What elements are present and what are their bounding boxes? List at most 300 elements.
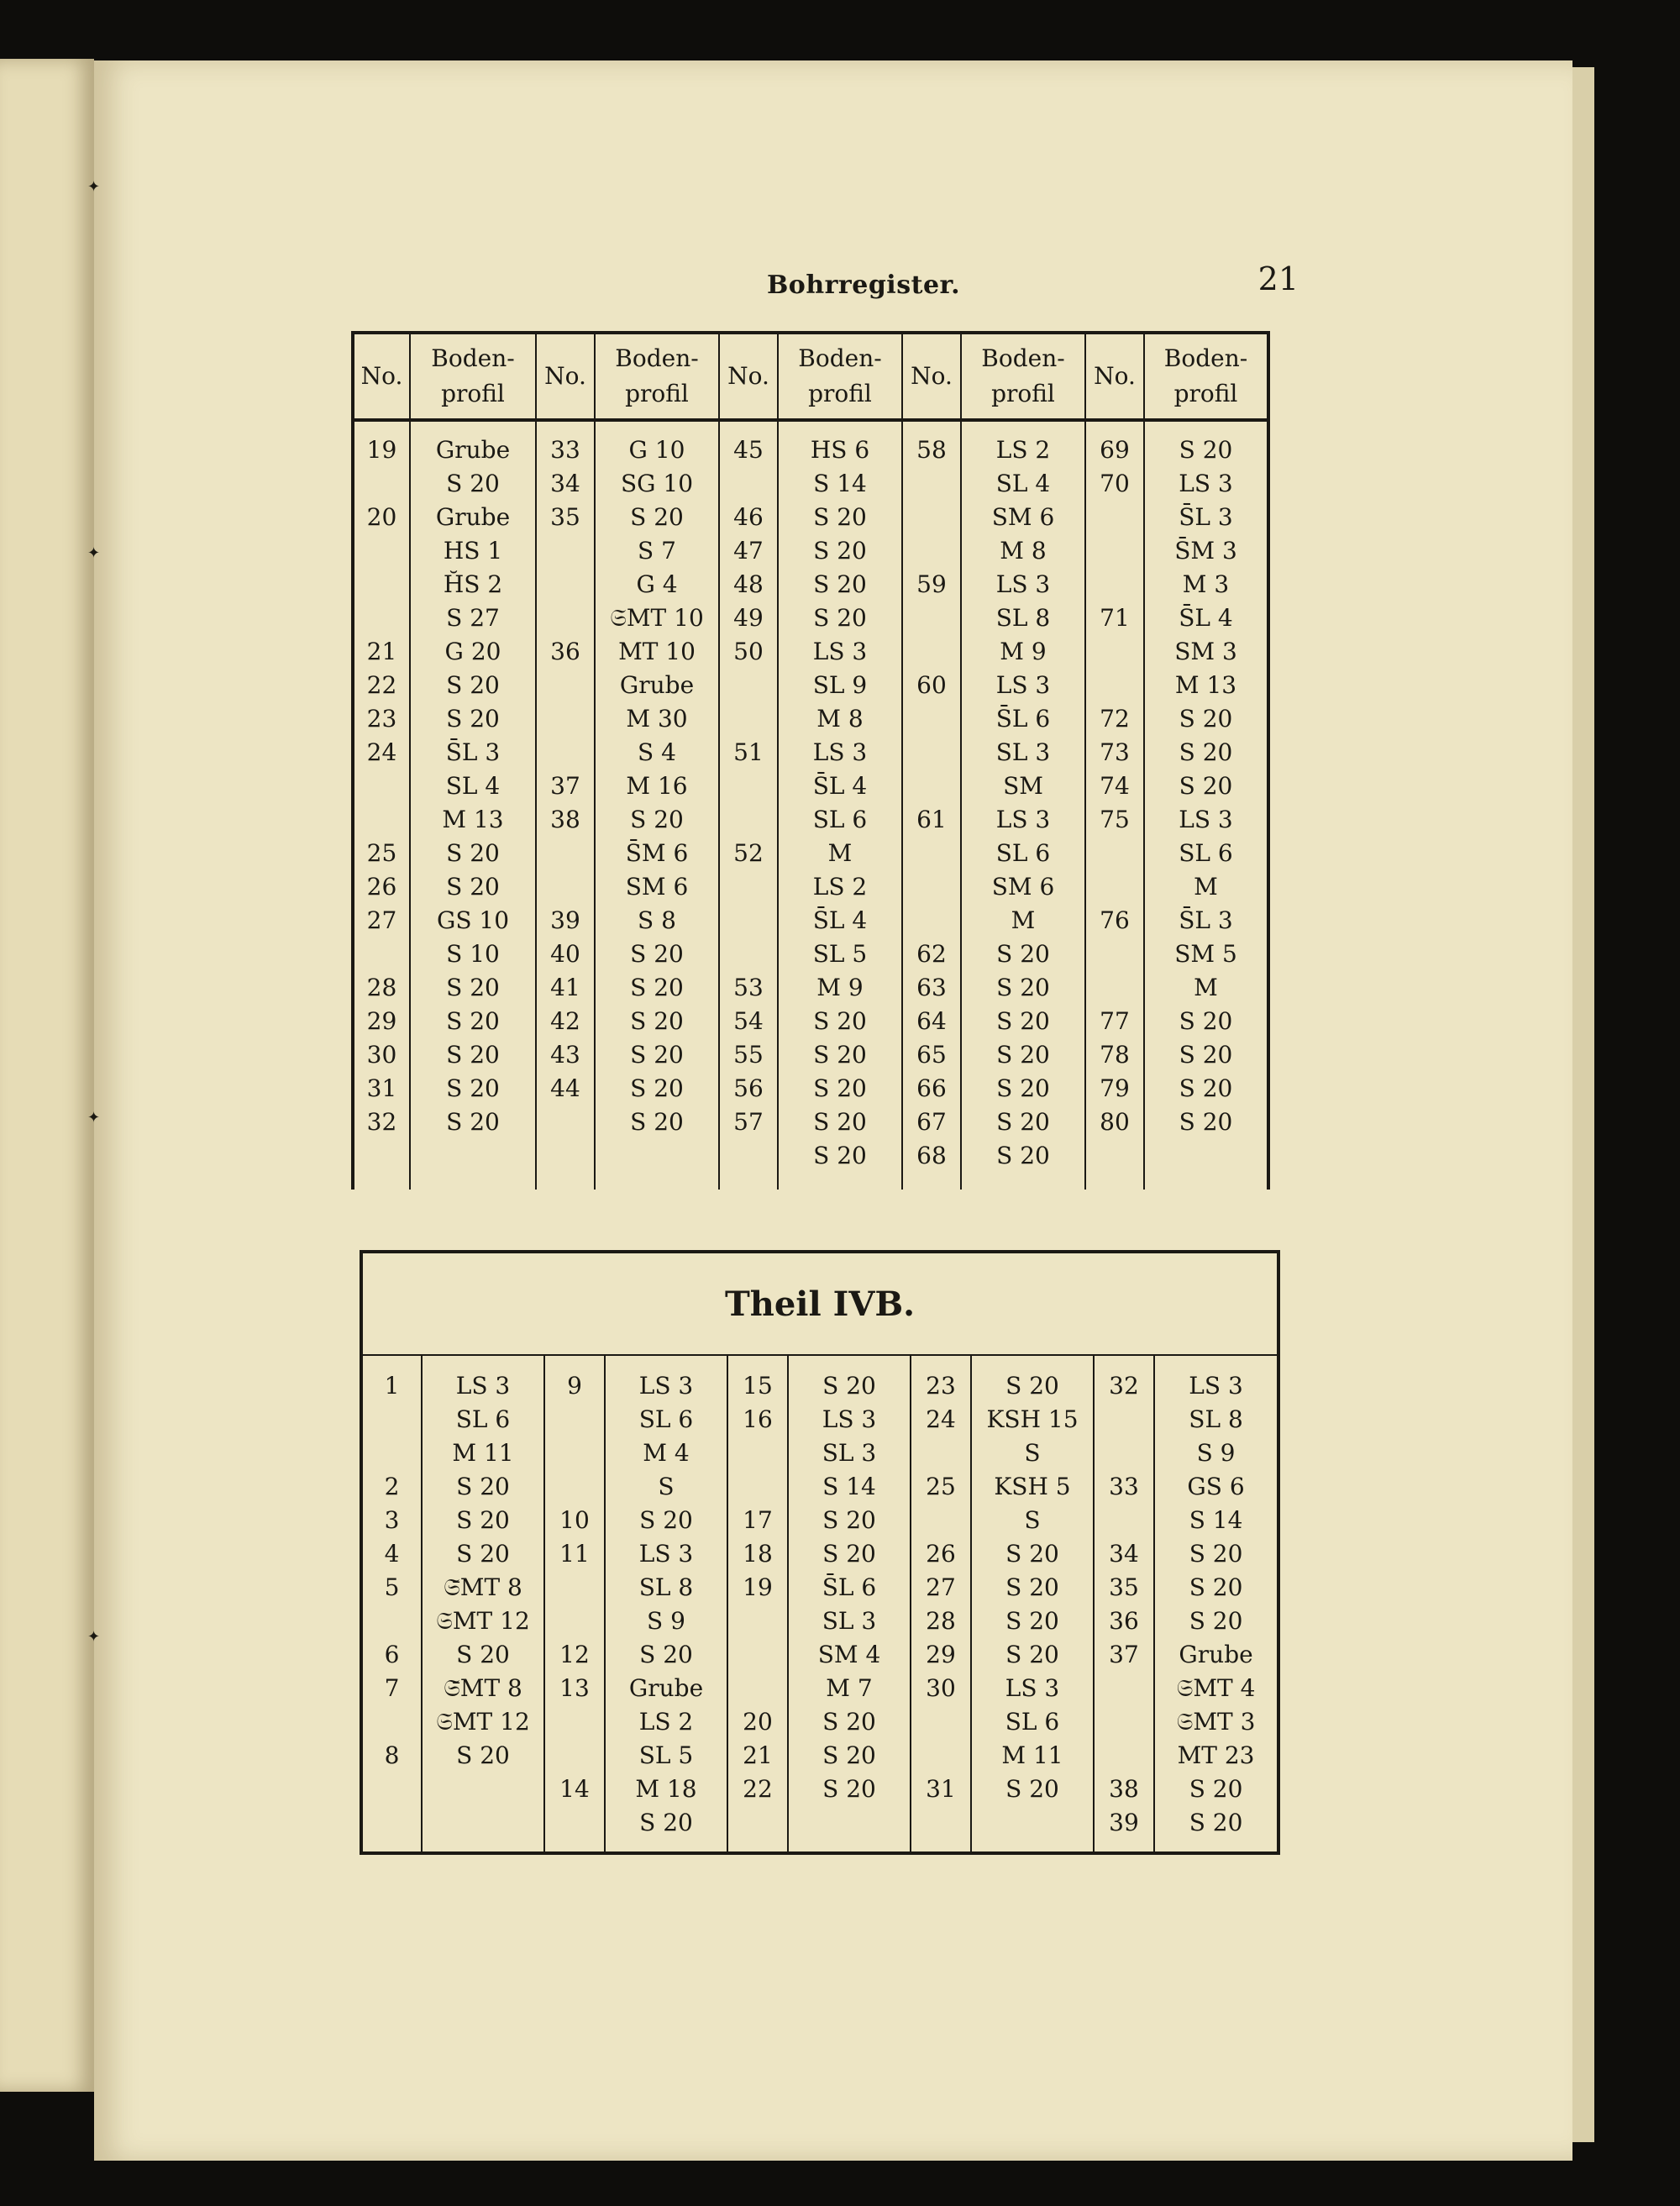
soil-profile-entry: S 4 [638, 738, 676, 766]
soil-profile-entry: S 20 [996, 1007, 1050, 1035]
soil-profile-entry: LS 3 [812, 638, 868, 665]
borehole-number: 64 [916, 1007, 947, 1035]
borehole-number: 20 [366, 503, 397, 531]
soil-profile-entry: S 20 [813, 570, 867, 598]
borehole-number [1095, 1672, 1153, 1705]
borehole-number: 51 [733, 738, 764, 766]
soil-profile-entry: S̄L 4 [812, 772, 868, 800]
soil-profile-entry: M 11 [1001, 1741, 1063, 1769]
soil-profile-entry: S 20 [822, 1540, 876, 1568]
borehole-number [720, 702, 777, 736]
borehole-number: 54 [733, 1007, 764, 1035]
soil-profile-entry: LS 3 [1005, 1674, 1060, 1702]
soil-profile-entry: S̄L 6 [822, 1573, 877, 1601]
soil-profile-entry: SL 3 [822, 1439, 877, 1467]
borehole-number: 19 [743, 1573, 773, 1601]
soil-profile-column [971, 1355, 1094, 1853]
borehole-number-column [353, 420, 410, 1190]
soil-profile-entry: S̄L 3 [1179, 906, 1233, 934]
borehole-number [1095, 1403, 1153, 1437]
soil-profile-entry: LS 3 [638, 1372, 694, 1400]
soil-profile-entry: S 20 [1179, 1007, 1233, 1035]
borehole-number [363, 1605, 421, 1638]
soil-profile-entry: S 20 [813, 1041, 867, 1069]
soil-profile-entry: S 20 [996, 1142, 1050, 1169]
number-list [903, 433, 960, 1173]
profile-list [596, 433, 718, 1139]
soil-profile-entry: M 7 [826, 1674, 873, 1702]
soil-profile-entry: S 20 [446, 873, 500, 901]
soil-profile-entry: S 20 [446, 1108, 500, 1136]
number-list [545, 1369, 604, 1806]
soil-profile-column [422, 1355, 544, 1853]
borehole-number-column [911, 1355, 971, 1853]
soil-profile-entry: S 20 [1005, 1775, 1059, 1803]
borehole-number [720, 938, 777, 971]
soil-profile-entry: S 20 [1189, 1809, 1243, 1836]
borehole-number: 79 [1100, 1074, 1130, 1102]
borehole-number: 42 [550, 1007, 580, 1035]
soil-profile-entry: SL 3 [995, 738, 1051, 766]
borehole-number [1086, 870, 1143, 904]
borehole-number [720, 904, 777, 938]
soil-profile-entry: S 20 [630, 974, 684, 1001]
soil-profile-entry: S 20 [1189, 1540, 1243, 1568]
soil-profile-entry: 𝔖MT 12 [436, 1607, 530, 1635]
soil-profile-entry: S̄L 6 [995, 705, 1051, 733]
borehole-number [903, 736, 960, 769]
soil-profile-entry: S̄L 3 [1179, 503, 1233, 531]
borehole-number: 1 [384, 1372, 400, 1400]
soil-profile-entry: S 20 [446, 974, 500, 1001]
borehole-number: 24 [366, 738, 397, 766]
page-block-edge [1572, 67, 1594, 2142]
borehole-number: 22 [366, 671, 397, 699]
soil-profile-column [1144, 420, 1268, 1190]
borehole-number: 8 [384, 1741, 400, 1769]
soil-profile-column [410, 420, 536, 1190]
borehole-number [1086, 669, 1143, 702]
soil-profile-entry: S 27 [446, 604, 500, 632]
soil-profile-entry: SL 8 [995, 604, 1051, 632]
soil-profile-entry: H̆S 2 [443, 570, 503, 598]
soil-profile-entry: SL 6 [1179, 839, 1233, 867]
soil-profile-entry: S 20 [1189, 1573, 1243, 1601]
soil-profile-column [778, 420, 902, 1190]
borehole-number [537, 568, 594, 601]
borehole-number-column [536, 420, 595, 1190]
binding-stitch-mark: ✦ [87, 178, 101, 196]
soil-profile-column [788, 1355, 911, 1853]
borehole-number: 13 [559, 1674, 590, 1702]
soil-profile-entry: S 20 [996, 1108, 1050, 1136]
borehole-number [363, 1705, 421, 1739]
borehole-number: 21 [366, 638, 397, 665]
upper-data-row [353, 420, 1268, 1190]
page-number: 21 [1257, 260, 1299, 297]
borehole-number: 10 [559, 1506, 590, 1534]
borehole-number: 29 [926, 1641, 956, 1668]
column-header-no: No. [719, 333, 778, 420]
soil-profile-entry: SL 6 [1005, 1708, 1060, 1736]
soil-profile-entry: SL 5 [638, 1741, 694, 1769]
soil-profile-entry: S 14 [822, 1473, 876, 1500]
borehole-number: 72 [1100, 705, 1130, 733]
soil-profile-entry: S 20 [456, 1641, 510, 1668]
soil-profile-entry: S 20 [1179, 436, 1233, 464]
borehole-number: 69 [1100, 436, 1130, 464]
borehole-number: 5 [384, 1573, 400, 1601]
binding-stitch-mark: ✦ [87, 1109, 101, 1127]
borehole-number [911, 1504, 970, 1537]
borehole-number-column [544, 1355, 605, 1853]
soil-profile-entry: S 20 [446, 671, 500, 699]
soil-profile-entry: HS 1 [443, 537, 503, 565]
soil-profile-entry: 𝔖MT 10 [610, 604, 704, 632]
soil-profile-entry: G 10 [628, 436, 685, 464]
borehole-number: 80 [1100, 1108, 1130, 1136]
borehole-number [903, 601, 960, 635]
borehole-number [354, 601, 409, 635]
table-header-row [353, 333, 1268, 420]
borehole-number: 76 [1100, 906, 1130, 934]
soil-profile-entry: LS 3 [995, 570, 1051, 598]
soil-profile-entry: S 20 [1005, 1372, 1059, 1400]
borehole-number: 2 [384, 1473, 400, 1500]
borehole-number: 78 [1100, 1041, 1130, 1069]
soil-profile-entry: 𝔖̄MT 8 [444, 1674, 522, 1702]
borehole-number [1086, 837, 1143, 870]
borehole-number: 6 [384, 1641, 400, 1668]
borehole-number [1086, 635, 1143, 669]
soil-profile-entry: LS 2 [995, 436, 1051, 464]
soil-profile-entry: S 20 [1179, 1041, 1233, 1069]
borehole-number [728, 1437, 787, 1470]
borehole-number: 33 [1109, 1473, 1139, 1500]
borehole-number [720, 769, 777, 803]
soil-profile-entry: S 20 [639, 1641, 693, 1668]
soil-profile-entry: S [658, 1473, 675, 1500]
borehole-number [545, 1605, 604, 1638]
soil-profile-entry: S 20 [996, 1074, 1050, 1102]
borehole-number: 28 [926, 1607, 956, 1635]
borehole-number: 62 [916, 940, 947, 968]
borehole-number [354, 938, 409, 971]
borehole-number: 65 [916, 1041, 947, 1069]
binding-stitch-mark: ✦ [87, 544, 101, 562]
number-list [720, 433, 777, 1139]
borehole-number [354, 769, 409, 803]
soil-profile-entry: SL 8 [638, 1573, 694, 1601]
borehole-number: 63 [916, 974, 947, 1001]
soil-profile-column [605, 1355, 727, 1853]
soil-profile-entry: 𝔖MT 4 [1176, 1674, 1256, 1702]
soil-profile-entry: S 20 [456, 1473, 510, 1500]
borehole-number: 70 [1100, 470, 1130, 497]
soil-profile-entry: GS 6 [1187, 1473, 1245, 1500]
column-header-no: No. [1085, 333, 1144, 420]
soil-profile-column [961, 420, 1085, 1190]
borehole-number-column [727, 1355, 788, 1853]
soil-profile-entry: S 14 [813, 470, 867, 497]
column-header-bodenprofil: Boden- profil [1144, 333, 1268, 420]
borehole-number [903, 870, 960, 904]
borehole-number [728, 1672, 787, 1705]
soil-profile-entry: LS 3 [638, 1540, 694, 1568]
soil-profile-entry: M 3 [1182, 570, 1230, 598]
profile-list [962, 433, 1084, 1173]
borehole-number [1086, 568, 1143, 601]
borehole-number: 35 [1109, 1573, 1139, 1601]
soil-profile-entry: S 20 [1179, 738, 1233, 766]
soil-profile-entry: LS 3 [822, 1405, 877, 1433]
borehole-number [545, 1571, 604, 1605]
soil-profile-entry: HS 6 [810, 436, 870, 464]
borehole-number: 4 [384, 1540, 400, 1568]
soil-profile-entry: S 20 [996, 974, 1050, 1001]
borehole-number: 60 [916, 671, 947, 699]
soil-profile-entry: S 20 [446, 705, 500, 733]
borehole-number: 22 [743, 1775, 773, 1803]
soil-profile-entry: SM 3 [1174, 638, 1237, 665]
borehole-number: 30 [926, 1674, 956, 1702]
borehole-number [1095, 1705, 1153, 1739]
number-list [1086, 433, 1143, 1139]
borehole-number: 20 [743, 1708, 773, 1736]
borehole-number: 36 [1109, 1607, 1139, 1635]
soil-profile-entry: S 20 [446, 1074, 500, 1102]
borehole-number [545, 1705, 604, 1739]
soil-profile-entry: S 20 [822, 1708, 876, 1736]
borehole-number: 24 [926, 1405, 956, 1433]
soil-profile-entry: Grube [435, 503, 511, 531]
borehole-number: 57 [733, 1108, 764, 1136]
borehole-number [354, 534, 409, 568]
soil-profile-entry: S 10 [446, 940, 500, 968]
borehole-number [720, 669, 777, 702]
borehole-number: 47 [733, 537, 764, 565]
borehole-number [537, 534, 594, 568]
soil-profile-entry: S 20 [813, 1007, 867, 1035]
soil-profile-entry: Grube [1179, 1641, 1253, 1668]
borehole-number: 67 [916, 1108, 947, 1136]
borehole-number: 48 [733, 570, 764, 598]
number-list [363, 1369, 421, 1773]
borehole-number [1095, 1504, 1153, 1537]
borehole-number [911, 1437, 970, 1470]
borehole-number: 34 [1109, 1540, 1139, 1568]
soil-profile-entry: S 20 [813, 604, 867, 632]
soil-profile-entry: S 20 [822, 1741, 876, 1769]
borehole-number [363, 1403, 421, 1437]
soil-profile-entry: SL 9 [812, 671, 868, 699]
binding-stitch-mark: ✦ [87, 1628, 101, 1646]
borehole-number-column [1094, 1355, 1154, 1853]
borehole-number: 3 [384, 1506, 400, 1534]
soil-profile-entry: M 4 [643, 1439, 690, 1467]
column-header-bodenprofil: Boden- profil [595, 333, 719, 420]
soil-profile-entry: LS 3 [1179, 806, 1233, 833]
borehole-number [720, 870, 777, 904]
soil-profile-entry: SL 8 [1189, 1405, 1243, 1433]
borehole-number [545, 1437, 604, 1470]
borehole-number: 37 [1109, 1641, 1139, 1668]
profile-list [606, 1369, 727, 1840]
borehole-number: 31 [926, 1775, 956, 1803]
borehole-number-column [719, 420, 778, 1190]
column-header-bodenprofil: Boden- profil [961, 333, 1085, 420]
soil-profile-entry: S 20 [630, 1108, 684, 1136]
soil-profile-entry: M 13 [442, 806, 504, 833]
profile-list [411, 433, 535, 1139]
borehole-number: 38 [1109, 1775, 1139, 1803]
borehole-number: 30 [366, 1041, 397, 1069]
borehole-number: 26 [926, 1540, 956, 1568]
soil-profile-entry: MT 23 [1177, 1741, 1255, 1769]
soil-profile-entry: S 20 [813, 1108, 867, 1136]
soil-profile-entry: M 30 [626, 705, 688, 733]
upper-register-table [351, 331, 1270, 1190]
borehole-number: 35 [550, 503, 580, 531]
borehole-number [903, 534, 960, 568]
borehole-number: 11 [559, 1540, 590, 1568]
column-header-no: No. [353, 333, 410, 420]
borehole-number: 27 [926, 1573, 956, 1601]
soil-profile-entry: S̄L 3 [445, 738, 501, 766]
borehole-number: 49 [733, 604, 764, 632]
borehole-number: 31 [366, 1074, 397, 1102]
soil-profile-entry: LS 3 [995, 806, 1051, 833]
soil-profile-entry: S 14 [1189, 1506, 1243, 1534]
soil-profile-entry: S 20 [813, 503, 867, 531]
borehole-number [1086, 938, 1143, 971]
soil-profile-entry: SM 6 [991, 503, 1055, 531]
soil-profile-entry: Grube [628, 1674, 704, 1702]
soil-profile-entry: S 20 [822, 1372, 876, 1400]
borehole-number [537, 736, 594, 769]
soil-profile-entry: M [1194, 974, 1218, 1001]
borehole-number: 43 [550, 1041, 580, 1069]
soil-profile-entry: S 20 [630, 1041, 684, 1069]
borehole-number: 39 [550, 906, 580, 934]
soil-profile-entry: SM 6 [991, 873, 1055, 901]
borehole-number: 38 [550, 806, 580, 833]
soil-profile-entry: S̄M 6 [625, 839, 689, 867]
borehole-number: 26 [366, 873, 397, 901]
soil-profile-entry: S 20 [456, 1741, 510, 1769]
borehole-number [354, 803, 409, 837]
borehole-number: 46 [733, 503, 764, 531]
profile-list [1145, 433, 1267, 1139]
soil-profile-entry: S 20 [1005, 1540, 1059, 1568]
borehole-number [363, 1437, 421, 1470]
soil-profile-entry: S 20 [630, 503, 684, 531]
borehole-number: 74 [1100, 772, 1130, 800]
left-page-edge [0, 59, 94, 2092]
borehole-number: 19 [366, 436, 397, 464]
borehole-number: 23 [366, 705, 397, 733]
soil-profile-entry: S 20 [639, 1809, 693, 1836]
borehole-number: 66 [916, 1074, 947, 1102]
profile-list [779, 433, 901, 1173]
borehole-number: 37 [550, 772, 580, 800]
borehole-number [720, 467, 777, 501]
soil-profile-entry: SM 6 [625, 873, 689, 901]
soil-profile-entry: SL 6 [995, 839, 1051, 867]
soil-profile-entry: M 18 [635, 1775, 697, 1803]
profile-list [789, 1369, 910, 1806]
soil-profile-entry: LS 3 [1189, 1372, 1243, 1400]
soil-profile-entry: S 20 [446, 1041, 500, 1069]
soil-profile-entry: S 20 [630, 806, 684, 833]
soil-profile-entry: M [827, 839, 853, 867]
borehole-number: 75 [1100, 806, 1130, 833]
borehole-number: 34 [550, 470, 580, 497]
borehole-number [545, 1470, 604, 1504]
borehole-number: 25 [366, 839, 397, 867]
soil-profile-entry: SL 6 [638, 1405, 694, 1433]
borehole-number: 44 [550, 1074, 580, 1102]
borehole-number: 16 [743, 1405, 773, 1433]
borehole-number [537, 669, 594, 702]
soil-profile-entry: LS 3 [812, 738, 868, 766]
soil-profile-entry: S 8 [638, 906, 676, 934]
borehole-number: 28 [366, 974, 397, 1001]
column-header-no: No. [536, 333, 595, 420]
soil-profile-entry: S [1024, 1506, 1041, 1534]
borehole-number [1086, 501, 1143, 534]
borehole-number: 14 [559, 1775, 590, 1803]
soil-profile-entry: S [1024, 1439, 1041, 1467]
borehole-number: 52 [733, 839, 764, 867]
borehole-number [537, 601, 594, 635]
borehole-number: 36 [550, 638, 580, 665]
borehole-number [354, 467, 409, 501]
soil-profile-entry: SL 5 [812, 940, 868, 968]
soil-profile-entry: M 9 [1000, 638, 1047, 665]
soil-profile-entry: S 20 [1005, 1607, 1059, 1635]
soil-profile-entry: S 20 [630, 1074, 684, 1102]
soil-profile-entry: M 8 [1000, 537, 1047, 565]
borehole-number [537, 870, 594, 904]
borehole-number: 53 [733, 974, 764, 1001]
soil-profile-entry: 𝔖MT 3 [1176, 1708, 1256, 1736]
column-header-bodenprofil: Boden- profil [778, 333, 902, 420]
borehole-number: 33 [550, 436, 580, 464]
soil-profile-entry: M [1011, 906, 1036, 934]
soil-profile-entry: S 20 [822, 1506, 876, 1534]
borehole-number: 9 [567, 1372, 582, 1400]
soil-profile-entry: S̄L 4 [1179, 604, 1233, 632]
soil-profile-entry: S 20 [1189, 1775, 1243, 1803]
soil-profile-entry: KSH 5 [994, 1473, 1071, 1500]
borehole-number [728, 1470, 787, 1504]
soil-profile-column [1154, 1355, 1278, 1853]
borehole-number [537, 837, 594, 870]
soil-profile-entry: SG 10 [620, 470, 694, 497]
borehole-number [903, 501, 960, 534]
borehole-number: 18 [743, 1540, 773, 1568]
borehole-number-column [361, 1355, 422, 1853]
borehole-number [903, 769, 960, 803]
borehole-number: 12 [559, 1641, 590, 1668]
soil-profile-entry: S 9 [647, 1607, 685, 1635]
profile-list [423, 1369, 543, 1773]
soil-profile-entry: SL 4 [995, 470, 1051, 497]
borehole-number [537, 702, 594, 736]
soil-profile-entry: LS 3 [455, 1372, 511, 1400]
borehole-number [720, 803, 777, 837]
